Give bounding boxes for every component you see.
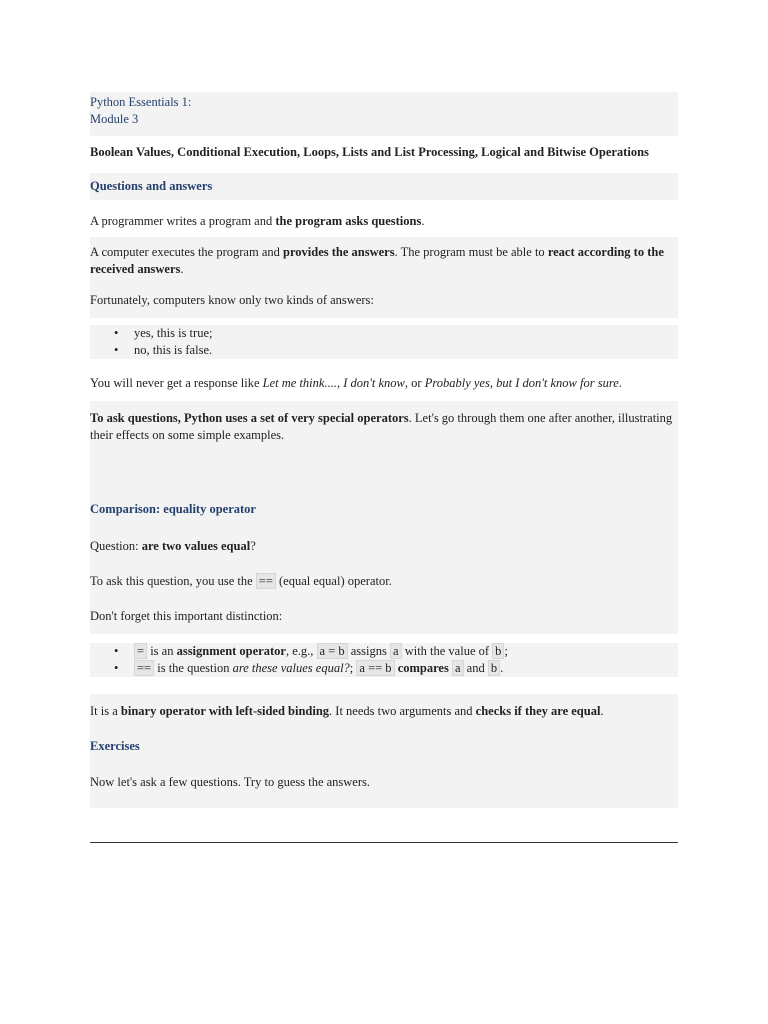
document-page: [90, 92, 678, 808]
list-item: • no, this is false.: [134, 342, 678, 359]
heading-exercises: Exercises: [90, 729, 678, 764]
title-line-1: Python Essentials 1:: [90, 95, 192, 109]
operator-list: [90, 643, 678, 677]
horizontal-rule: [90, 842, 678, 843]
doc-title: [90, 92, 678, 136]
list-item: • yes, this is true;: [134, 325, 678, 342]
paragraph-6: Question: are two values equal?: [90, 525, 678, 564]
paragraph-3: Fortunately, computers know only two kinds of answers:: [90, 284, 678, 318]
heading-comparison: Comparison: equality operator: [90, 492, 678, 525]
heading-questions: Questions and answers: [90, 173, 678, 200]
paragraph-7: To ask this question, you use the == (equal equal) operator.: [90, 564, 678, 599]
answer-list: [90, 325, 678, 359]
paragraph-9: It is a binary operator with left-sided binding. It needs two arguments and checks if they are equal.: [90, 694, 678, 729]
paragraph-8: Don't forget this important distinction:: [90, 599, 678, 634]
title-line-2: Module 3: [90, 112, 139, 126]
paragraph-5: To ask questions, Python uses a set of very special operators. Let's go through them one after another, illustrating their effects on some simple examples.: [90, 401, 678, 492]
doc-subtitle: Boolean Values, Conditional Execution, Loops, Lists and List Processing, Logical and Bitwise Operations: [90, 145, 649, 159]
list-item: • = is an assignment operator, e.g., a = b assigns a with the value of b ;: [134, 643, 678, 660]
paragraph-2: A computer executes the program and provides the answers. The program must be able to react according to the received answers.: [90, 237, 678, 284]
paragraph-1: A programmer writes a program and the program asks questions.: [90, 214, 425, 228]
paragraph-4: You will never get a response like Let me think...., I don't know, or Probably yes, but I don't know for sure.: [90, 376, 622, 390]
code-equality: ==: [256, 573, 276, 589]
paragraph-10: Now let's ask a few questions. Try to guess the answers.: [90, 764, 678, 808]
list-item: • == is the question are these values equal?; a == b compares a and b .: [134, 660, 678, 677]
